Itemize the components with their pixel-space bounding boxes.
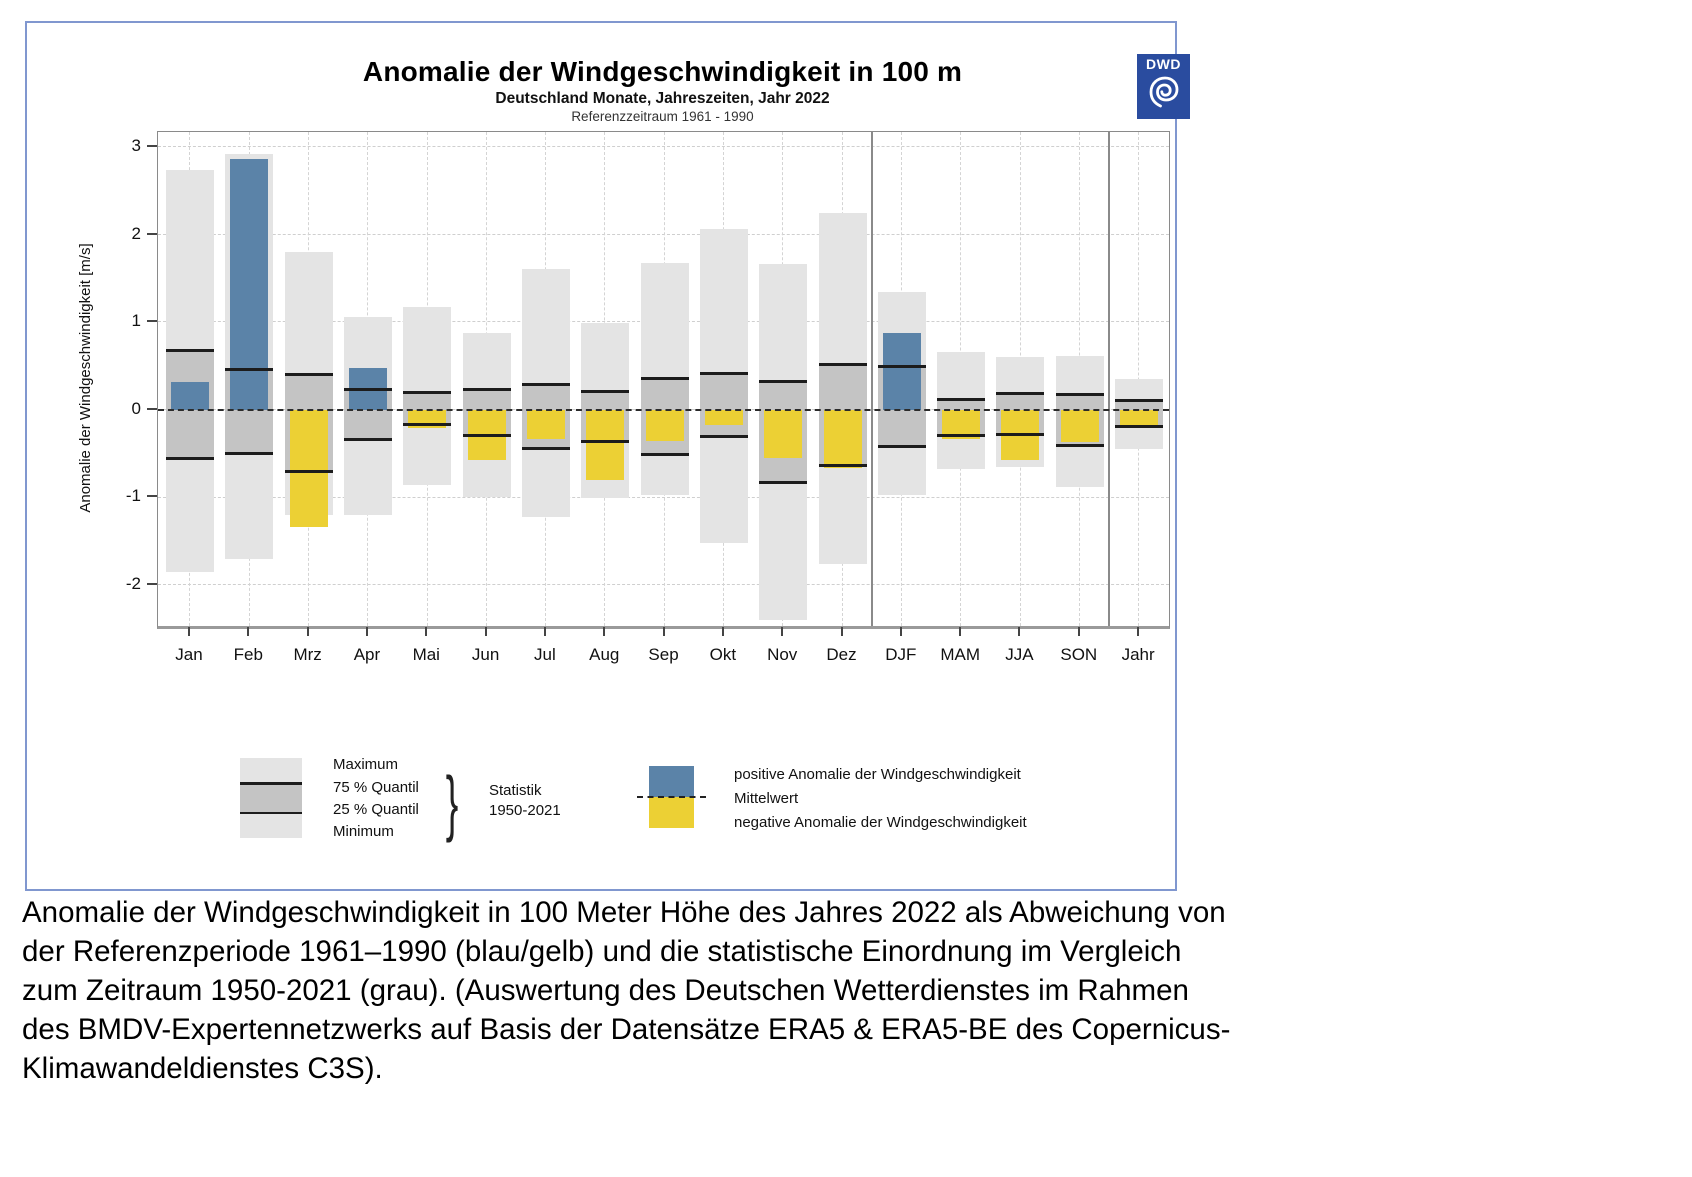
quantile-75-line-Jan <box>166 349 214 352</box>
legend-negative-band <box>649 797 694 828</box>
x-tick <box>663 627 665 636</box>
x-tick <box>781 627 783 636</box>
x-tick <box>841 627 843 636</box>
quantile-25-line-DJF <box>878 445 926 448</box>
bar-anomaly-negative-Jahr <box>1120 410 1158 425</box>
plot-area <box>157 131 1170 629</box>
quantile-25-line-Jan <box>166 457 214 460</box>
bar-anomaly-negative-Mrz <box>290 410 328 527</box>
quantile-25-line-Feb <box>225 452 273 455</box>
y-tick <box>147 583 157 585</box>
bar-iqr-Okt <box>700 374 748 437</box>
x-tick-label-Sep: Sep <box>648 645 679 664</box>
quantile-75-line-Mai <box>403 391 451 394</box>
quantile-75-line-Jun <box>463 388 511 391</box>
quantile-75-line-MAM <box>937 398 985 401</box>
quantile-75-line-Jul <box>522 383 570 386</box>
quantile-25-line-Apr <box>344 438 392 441</box>
bar-anomaly-negative-Sep <box>646 410 684 442</box>
x-tick <box>247 627 249 636</box>
figure-caption <box>22 893 1682 1088</box>
legend-label-p75: 75 % Quantil <box>333 779 419 796</box>
legend-label-maximum: Maximum <box>333 756 399 773</box>
y-tick <box>147 145 157 147</box>
quantile-75-line-JJA <box>996 392 1044 395</box>
quantile-25-line-MAM <box>937 434 985 437</box>
legend-label-p25: 25 % Quantil <box>333 801 419 818</box>
x-tick-label-Jahr: Jahr <box>1121 645 1155 664</box>
x-tick <box>485 627 487 636</box>
dwd-logo <box>1137 54 1190 119</box>
quantile-25-line-Dez <box>819 464 867 467</box>
caption-line: der Referenzperiode 1961–1990 (blau/gelb) und die statistische Einordnung im Vergleich <box>22 935 1182 968</box>
legend-brace: } <box>445 764 459 845</box>
legend-statistik-label: Statistik <box>489 782 542 799</box>
x-tick <box>603 627 605 636</box>
legend-label-minimum: Minimum <box>333 823 394 840</box>
caption-line: Anomalie der Windgeschwindigkeit in 100 Meter Höhe des Jahres 2022 als Abweichung von <box>22 896 1226 929</box>
season-separator <box>1108 132 1110 626</box>
x-tick-label-Mai: Mai <box>412 645 440 664</box>
legend-iqr-band <box>240 785 302 812</box>
bar-anomaly-positive-Jan <box>171 382 209 410</box>
x-tick-label-DJF: DJF <box>885 645 917 664</box>
legend-statistics-swatch <box>240 758 302 838</box>
legend-positive-band <box>649 766 694 797</box>
legend-label-positive: positive Anomalie der Windgeschwindigkeit <box>734 766 1021 783</box>
bar-anomaly-negative-Aug <box>586 410 624 480</box>
quantile-75-line-Sep <box>641 377 689 380</box>
x-tick-label-Apr: Apr <box>353 645 381 664</box>
bar-anomaly-positive-Feb <box>230 159 268 410</box>
chart-subtitle: Deutschland Monate, Jahreszeiten, Jahr 2022 <box>495 90 830 107</box>
x-tick <box>959 627 961 636</box>
y-tick-label: -2 <box>125 573 141 593</box>
quantile-75-line-SON <box>1056 393 1104 396</box>
quantile-25-line-Mai <box>403 423 451 426</box>
quantile-25-line-Jul <box>522 447 570 450</box>
y-tick-label: 3 <box>131 135 141 155</box>
caption-line: Klimawandeldienstes C3S). <box>22 1052 383 1085</box>
bar-anomaly-negative-Jul <box>527 410 565 440</box>
quantile-25-line-SON <box>1056 444 1104 447</box>
bar-anomaly-negative-Dez <box>824 410 862 468</box>
x-tick <box>188 627 190 636</box>
bar-anomaly-negative-Nov <box>764 410 802 458</box>
zero-mean-line <box>158 409 1169 411</box>
quantile-75-line-Aug <box>581 390 629 393</box>
x-tick-label-MAM: MAM <box>940 645 980 664</box>
dwd-logo-text: DWD <box>1146 56 1181 72</box>
legend-statistik-period: 1950-2021 <box>489 802 561 819</box>
x-tick <box>366 627 368 636</box>
quantile-75-line-Feb <box>225 368 273 371</box>
quantile-75-line-Jahr <box>1115 399 1163 402</box>
x-tick <box>1137 627 1139 636</box>
x-tick-label-Nov: Nov <box>767 645 798 664</box>
y-tick-label: -1 <box>125 486 141 506</box>
quantile-25-line-Sep <box>641 453 689 456</box>
x-tick <box>722 627 724 636</box>
quantile-25-line-JJA <box>996 433 1044 436</box>
quantile-75-line-Okt <box>700 372 748 375</box>
quantile-25-line-Okt <box>700 435 748 438</box>
quantile-25-line-Mrz <box>285 470 333 473</box>
x-tick-label-Dez: Dez <box>826 645 857 664</box>
legend-min-band <box>240 814 302 838</box>
quantile-75-line-Apr <box>344 388 392 391</box>
y-axis-title: Anomalie der Windgeschwindigkeit [m/s] <box>77 243 94 513</box>
x-tick-label-SON: SON <box>1060 645 1098 664</box>
chart-title: Anomalie der Windgeschwindigkeit in 100 m <box>362 56 963 87</box>
quantile-25-line-Jun <box>463 434 511 437</box>
legend-label-negative: negative Anomalie der Windgeschwindigkeit <box>734 814 1027 831</box>
season-separator <box>871 132 873 626</box>
x-tick <box>1018 627 1020 636</box>
bar-anomaly-negative-SON <box>1061 410 1099 442</box>
x-tick <box>900 627 902 636</box>
x-tick-label-Jan: Jan <box>175 645 203 664</box>
chart-reference-period: Referenzzeitraum 1961 - 1990 <box>571 109 754 124</box>
x-tick <box>1078 627 1080 636</box>
legend-max-band <box>240 758 302 782</box>
x-tick-label-JJA: JJA <box>1005 645 1034 664</box>
y-tick-label: 2 <box>131 223 141 243</box>
caption-line: zum Zeitraum 1950-2021 (grau). (Auswertung des Deutschen Wetterdienstes im Rahmen <box>22 974 1189 1007</box>
quantile-25-line-Nov <box>759 481 807 484</box>
dwd-spiral-icon <box>1146 72 1182 110</box>
quantile-25-line-Aug <box>581 440 629 443</box>
bar-anomaly-positive-DJF <box>883 333 921 410</box>
x-tick-label-Okt: Okt <box>709 645 737 664</box>
y-tick-label: 1 <box>131 311 141 331</box>
x-tick-label-Aug: Aug <box>589 645 620 664</box>
quantile-25-line-Jahr <box>1115 425 1163 428</box>
y-tick-label: 0 <box>131 398 141 418</box>
quantile-75-line-Nov <box>759 380 807 383</box>
bar-anomaly-negative-Okt <box>705 410 743 426</box>
x-tick <box>425 627 427 636</box>
quantile-75-line-Dez <box>819 363 867 366</box>
caption-line: des BMDV-Expertennetzwerks auf Basis der Datensätze ERA5 & ERA5-BE des Copernicus- <box>22 1013 1231 1046</box>
x-tick <box>544 627 546 636</box>
y-tick <box>147 495 157 497</box>
quantile-75-line-Mrz <box>285 373 333 376</box>
x-tick-label-Mrz: Mrz <box>293 645 322 664</box>
y-tick <box>147 233 157 235</box>
x-tick-label-Jun: Jun <box>471 645 500 664</box>
quantile-75-line-DJF <box>878 365 926 368</box>
legend-label-mittelwert: Mittelwert <box>734 790 799 807</box>
x-tick-label-Feb: Feb <box>233 645 263 664</box>
legend-mean-dashed-line <box>637 796 706 798</box>
y-tick <box>147 320 157 322</box>
y-tick <box>147 408 157 410</box>
x-tick-label-Jul: Jul <box>534 645 556 664</box>
chart-panel <box>25 21 1181 891</box>
x-tick <box>307 627 309 636</box>
